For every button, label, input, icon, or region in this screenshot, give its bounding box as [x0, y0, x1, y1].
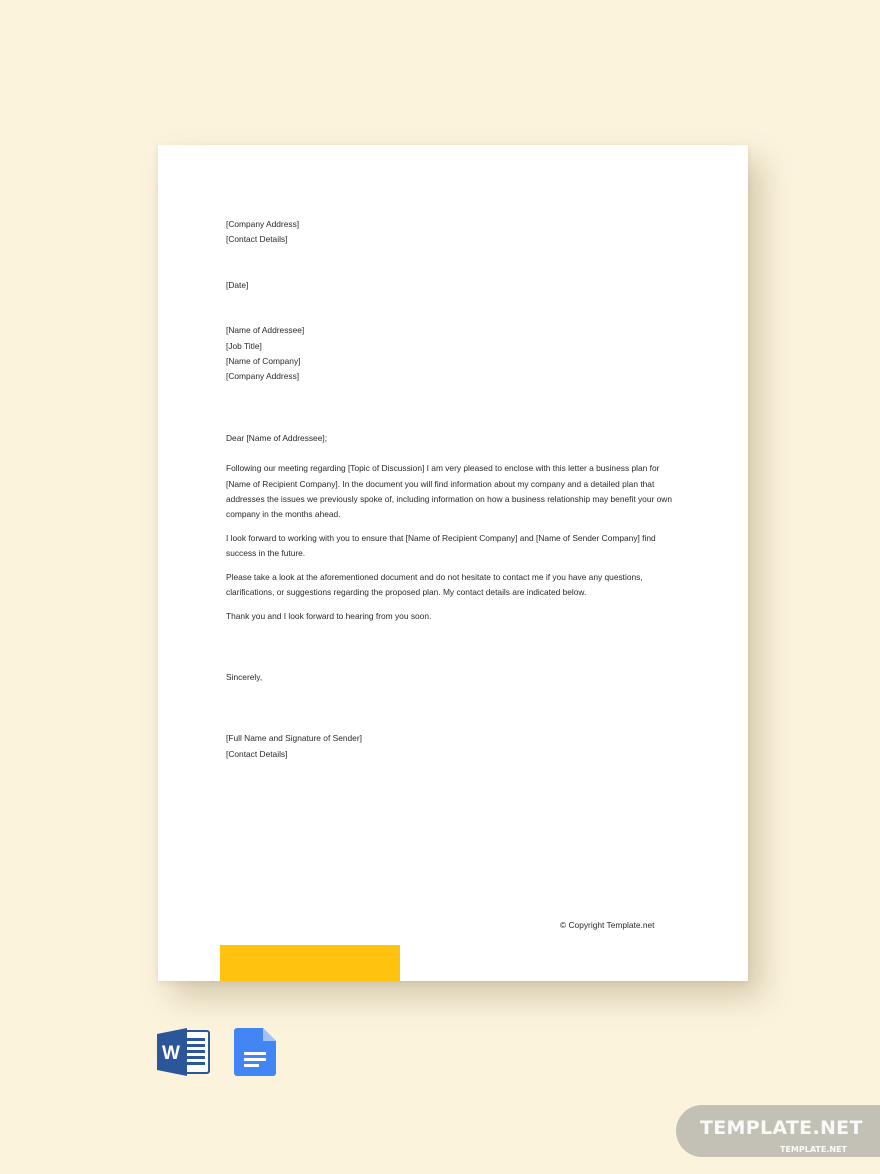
recipient-job-title: [Job Title]: [226, 340, 262, 351]
copyright-text: © Copyright Template.net: [560, 920, 655, 930]
watermark-main-text: TEMPLATE.NET: [700, 1117, 863, 1139]
sender-contact: [Contact Details]: [226, 234, 288, 245]
sender-address: [Company Address]: [226, 219, 300, 229]
body-paragraph: Following our meeting regarding [Topic of Discussion] I am very pleased to enclose with this letter a business plan for [Name of Recipient Company]. In the document you will find information about my company and a detailed plan that addresses the issues we previously spoke of, including information on how a business relationship may benefit your own company in the months ahead.: [226, 463, 672, 520]
body-paragraph: Please take a look at the aforementioned document and do not hesitate to contact me if you have any questions, clarifications, or suggestions regarding the proposed plan. My contact details are indicated below.: [226, 571, 643, 598]
google-docs-icon[interactable]: [234, 1028, 276, 1076]
recipient-name: [Name of Addressee]: [226, 325, 305, 336]
word-icon-letter: W: [162, 1043, 180, 1064]
signature-name: [Full Name and Signature of Sender]: [226, 733, 362, 744]
salutation: Dear [Name of Addressee];: [226, 432, 328, 443]
body-paragraph: Thank you and I look forward to hearing from you soon.: [226, 610, 432, 621]
closing: Sincerely,: [226, 671, 263, 682]
signature-contact: [Contact Details]: [226, 748, 288, 759]
recipient-company: [Name of Company]: [226, 356, 301, 367]
letter-date: [Date]: [226, 279, 249, 290]
accent-bar: [220, 945, 400, 981]
letter-page: [158, 145, 748, 981]
template-net-watermark: [676, 1105, 880, 1157]
recipient-address: [Company Address]: [226, 371, 300, 382]
watermark-sub-text: TEMPLATE.NET: [780, 1145, 847, 1154]
letter-body: [226, 217, 686, 762]
word-icon[interactable]: [157, 1028, 211, 1076]
body-paragraph: I look forward to working with you to ensure that [Name of Recipient Company] and [Name of Sender Company] find success in the future.: [226, 532, 656, 559]
